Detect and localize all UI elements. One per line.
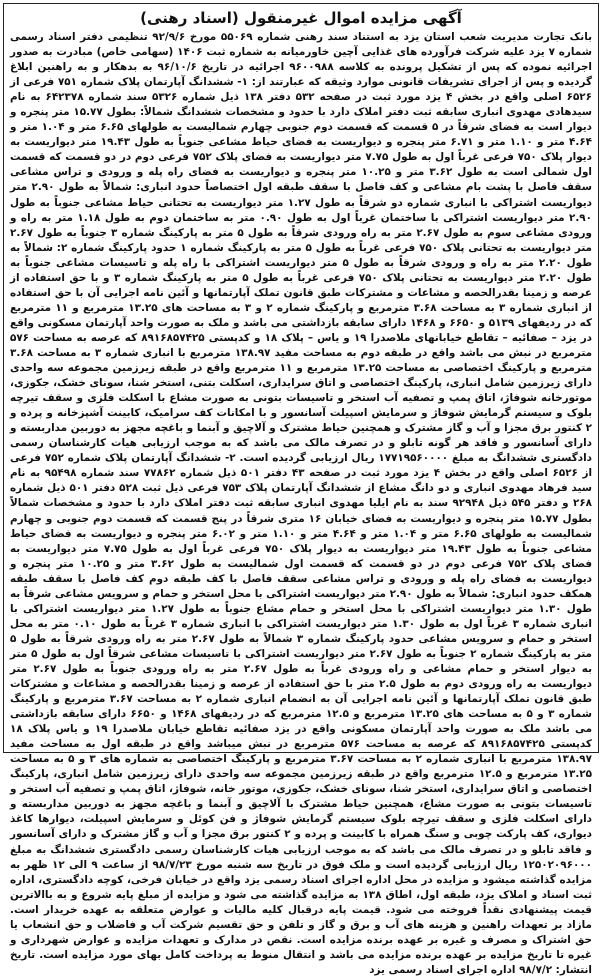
notice-body: بانک تجارت مدیریت شعب استان یزد به استناد سند رهنی شماره ۵۵۰۶۹ مورخ ۹۲/۹/۶ تنظیمی دفتر اسناد رسمی شماره ۷ یزد علیه شرکت فرآورده های غذایی آچین خاورمیانه به شماره ثبت ۱۴۰۶ (سهامی خاص) مبادرت به صدور اجرائیه نموده که پس از تشکیل پرونده به کلاسه ۹۶۰۰۹۸۸ اجرائیه در تاریخ ۹۶/۱۰/۶ به بدهکار و به راهنین ابلاغ گردیده و پس از اجرای تشریفات قانونی موارد وثیقه که عبارتند از: ۱- ششدانگ آپارتمان پلاک شماره ۷۵۱ فرعی از ۶۵۲۶ اصلی واقع در بخش ۴ یزد مورد ثبت در صفحه ۵۳۲ دفتر ۱۳۸ ذیل شماره ۵۳۲۶ سند شماره ۶۴۲۳۷۸ به نام سیدهادی مهدوی انباری سابقه ثبت دفتر املاک دارد با حدود و مشخصات ششدانگ شمالاً: بطول ۱۵.۷۷ متر پنجره و دیوار است به فضای شرقاً در ۵ قسمت که قسمت دوم جنوبی چهارم شمالیست به طولهای ۶.۶۵ متر و ۱.۰۴ متر و ۴.۶۴ متر و ۱.۱۰ متر و ۶.۷۱ متر پنجره و دیواریست به فضای حیاط مشاعی جنوباً به طول ۱۹.۴۳ متر دیواریست به دیوار پلاک ۷۵۰ فرعی غرباً اول به طول ۷.۷۵ متر دیواریست به فضای پلاک ۷۵۲ فرعی دوم در دو قسمت که قسمت اول شمالی است به طول ۳.۶۲ متر و ۱۰.۲۵ متر پنجره و دیواریست به فضای راه پله و ورودی و تراس مشاعی سقف فاصل با پشت بام مشاعی و کف فاصل با سقف طبقه اول اختصاصاً حدود انباری: شمالاً به طول ۲.۹۰ متر دیواریست اشتراکی با انباری شماره دو شرقاً به طول ۱.۲۷ متر دیواریست به تحتانی حیاط مشاعی جنوباً به طول ۲.۹۰ متر دیواریست اشتراکی با ساختمان غرباً اول به طول ۰.۹۰ متر به ساختمان دوم به طول ۱.۱۸ متر به راه و ورودی مشاعی سوم به طول ۲.۶۷ متر به راه ورودی شرقاً به طول ۵ متر به پارکینگ شماره ۳ جنوباً به طول ۲.۶۷ متر دیواریست به تحتانی پلاک ۷۵۰ فرعی غرباً به طول ۵ متر به پارکینگ شماره ۱ حدود پارکینگ شماره ۲: شمالاً به طول ۲.۲۰ متر به راه و ورودی شرقاً به طول ۵ متر دیواریست اشتراکی با راه پله و تاسیسات مشاعی جنوباً به طول ۲.۲۰ متر دیواریست به تحتانی پلاک ۷۵۰ فرعی غرباً به طول ۵ متر به پارکینگ شماره ۳ و با حق استفاده از عرصه و زمینا بقدرالحصه و مشاعات و مشترکات طبق قانون تملک آپارتمانها و آئین نامه اجرایی آن با حق استفاده از انباری شماره ۳ به مساحت ۳.۶۸ مترمربع و پارکینگ شماره ۲ و ۳ به مساحت های ۱۳.۲۵ مترمربع و ۱۱ مترمربع که در ردیفهای ۵۱۳۹ و ۶۶۵۰ و ۱۴۶۸ دارای سابقه بازداشتی می باشد و ملک به صورت واحد آپارتمان مسکونی واقع در یزد – صفائیه – تقاطع خیابانهای ملاصدرا ۱۹ و یاس – پلاک ۱۸ و کدپستی ۸۹۱۶۸۵۷۴۲۵ که عرصه به مساحت ۵۷۶ مترمربع در نبش می باشد واقع در طبقه دوم به مساحت مفید ۱۳۸.۹۷ مترمربع با انباری شماره ۳ به مساحت ۳.۶۸ مترمربع و پارکینگ اختصاصی به مساحت ۱۳.۲۵ مترمربع و ۱۱ مترمربع واقع در طبقه زیرزمین مجموعه سه واحدی دارای زیرزمین شامل انباری، پارکینگ اختصاصی و اتاق سرایداری، اسکلت بتنی، استخر شنا، سونای خشک، جکوزی، موتورخانه شوفاژ، اتاق پمپ و تصفیه آب استخر و تاسیسات بتونی به صورت مشاع با اسکلت فلزی و سقف تیرچه بلوک و سیستم گرمایش شوفاژ و سرمایش اسپیلت آسانسور و با امکانات کف سرامیک، کابینت آشپزخانه و پرده و ۲ کنتور برق مجزا و آب و گاز مشترک و همچنین حیاط مشترک و آلاچیق و آبنما و باغچه مجهز به دوربین مداربسته و دارای آسانسور و فاقد هر گونه تابلو و در تصرف مالک می باشد که به موجب ارزیابی هیات کارشناسان رسمی دادگستری ششدانگ به مبلغ ۱۷۷۱۹۵۶۰۰۰۰ ریال ارزیابی گردیده است. ۲- ششدانگ آپارتمان پلاک شماره ۷۵۲ فرعی از ۶۵۲۶ اصلی واقع در بخش ۴ یزد مورد ثبت در صفحه ۴۳ دفتر ۵۰۱ ذیل شماره ۷۷۸۶۲ سند شماره ۹۵۴۹۸ به نام سید فرهاد مهدوی انباری و دو دانگ مشاع از ششدانگ آپارتمان پلاک ۷۵۳ فرعی ذیل ثبت ۵۲۸ دفتر ۵۰۱ ذیل شماره ۲۶۸ و دفتر ۵۴۵ ذیل ۹۲۹۴۸ سند به نام ایلیا مهدوی انباری سابقه ثبت دفتر املاک دارد با حدود و مشخصات شمالاً بطول ۱۵.۷۷ متر پنجره و دیواریست به فضای خیابان ۱۶ متری شرقاً در پنج قسمت که قسمت دوم جنوبی و چهارم شمالیست به طولهای ۶.۶۵ متر و ۱.۰۴ متر و ۴.۶۴ متر و ۱.۱۰ متر و ۶.۰۲ متر پنجره و دیواریست به فضای حیاط مشاعی جنوباً به طول ۱۹.۴۳ متر دیواریست به دیوار پلاک ۷۵۰ فرعی غرباً اول به طول ۷.۷۵ متر دیواریست به فضای پلاک ۷۵۲ فرعی دوم در دو قسمت که قسمت اول شمالیست به طول ۳.۶۲ متر و ۱۰.۲۵ متر پنجره و دیواریست به فضای راه پله و ورودی و تراس مشاعی سقف فاصل با کف طبقه دوم کف فاصل با سقف طبقه همکف حدود انباری: شمالاً به طول ۲.۹۰ متر دیواریست اشتراکی با محل استخر و حمام و سرویس مشاعی شرقاً به طول ۱.۳۰ متر دیواریست اشتراکی با محل استخر و حمام مشاع جنوباً به طول ۱.۲۷ متر دیواریست اشتراکی با انباری شماره ۳ غرباً اول به طول ۱.۳۰ متر دیواریست اشتراکی با انباری شماره ۳ غرباً به طول ۰.۱۰ متر به محل استخر و حمام و سرویس مشاعی حدود پارکینگ شماره ۳ شمالاً به طول ۲.۶۷ متر به راه ورودی شرقاً به طول ۵ متر به پارکینگ شماره ۲ جنوباً به طول ۲.۶۷ متر دیواریست اشتراکی با تاسیسات مشاعی شرقاً اول به طول ۵ متر به دیوار استخر و حمام مشاعی و راه ورودی غرباً به طول ۲.۶۷ متر به راه ورودی جنوباً به طول ۲.۶۷ متر دیواریست به راه ورودی دوم به طول ۲.۵ متر با حق استفاده از عرصه و زمینا بقدرالحصه و مشاعات و مشترکات طبق قانون تملک آپارتمانها و آئین نامه اجرایی آن به انضمام انباری شماره ۲ به مساحت ۳.۶۷ مترمربع و پارکینگ شماره ۳ و ۵ به مساحت های ۱۳.۲۵ مترمربع و ۱۲.۵ مترمربع که در ردیفهای ۱۴۶۸ و ۶۶۵۰ دارای سابقه بازداشتی می باشد ملک به صورت واحد آپارتمان مسکونی واقع در یزد صفائیه تقاطع خیابان ملاصدرا ۱۹ و یاس پلاک ۱۸ کدپستی ۸۹۱۶۸۵۷۴۲۵ که عرصه به مساحت ۵۷۶ مترمربع در نبش میباشد واقع در طبقه اول به مساحت مفید ۱۳۸.۹۷ مترمربع با انباری شماره ۲ به مساحت ۳.۶۷ مترمربع و پارکینگ اختصاصی به شماره های ۳ و ۵ به مساحت ۱۳.۲۵ مترمربع و ۱۲.۵ مترمربع واقع در طبقه زیرزمین مجموعه سه واحدی دارای زیرزمین شامل انباری، پارکینگ اختصاصی و اتاق سرایداری، استخر شنا، سونای خشک، جکوزی، موتور خانه، شوفاژ، اتاق پمپ و تصفیه آب استخر و تاسیسات بتونی به صورت مشاع، همچنین حیاط مشترک با آلاچیق و آبنما و باغچه مجهز به دوربین مداربسته و دارای اسکلت فلزی و سقف تیرچه بلوک سیستم گرمایش شوفاژ و فن کوئل و سرمایش اسپیلت، دیوارها کاغذ دیواری، کف پارکت چوبی و سنگ همراه با کابینت و پرده و ۲ کنتور برق مجزا و آب و گاز مشترک و دارای آسانسور و فاقد تابلو و در تصرف مالک می باشد که به موجب ارزیابی هیات کارشناسان رسمی دادگستری ششدانگ به مبلغ ۱۲۵۰۲۰۹۶۰۰۰ ریال ارزیابی گردیده است و ملک فوق در تاریخ سه شنبه مورخ ۹۸/۷/۲۳ از ساعت ۹ الی ۱۲ ظهر به مزایده گذاشته میشود و مزایده در محل اداره اجرای اسناد رسمی یزد واقع در خیابان فرخی، کوچه دادگستری، اداره ثبت اسناد و املاک یزد، طبقه اول، اطاق ۱۳۸ به مزایده گذاشته می شود و مزایده از مبلغ پایه شروع و به باالاترین قیمت پیشنهادی نقداً فروخته می شود. قیمت پایه درقبال کلیه مالیات و عوارض متعلقه به عهده خریدار است. مازاد بر تعهدات راهنین و هزینه های آب و برق و گاز و تلفن و حق تقسیم شرکت آب و فاضلاب و حق انشعاب یا حق اشتراک و مصرف و غیره بر عهده برنده مزایده است. نقص در مدارک و تعهدات مزایده و عوارض شهرداری و غیره تا تاریخ مزایده بر عهده برنده مزایده می باشد و انتقال منوط به پرداخت کامل بهای مورد مزایده است. تاریخ انتشار: ۹۸/۷/۲ اداره اجرای اسناد رسمی یزد [10, 31, 593, 976]
auction-notice [3, 3, 599, 976]
notice-title: آگهی مزایده اموال غیرمنقول (اسناد رهنی) [140, 9, 462, 27]
